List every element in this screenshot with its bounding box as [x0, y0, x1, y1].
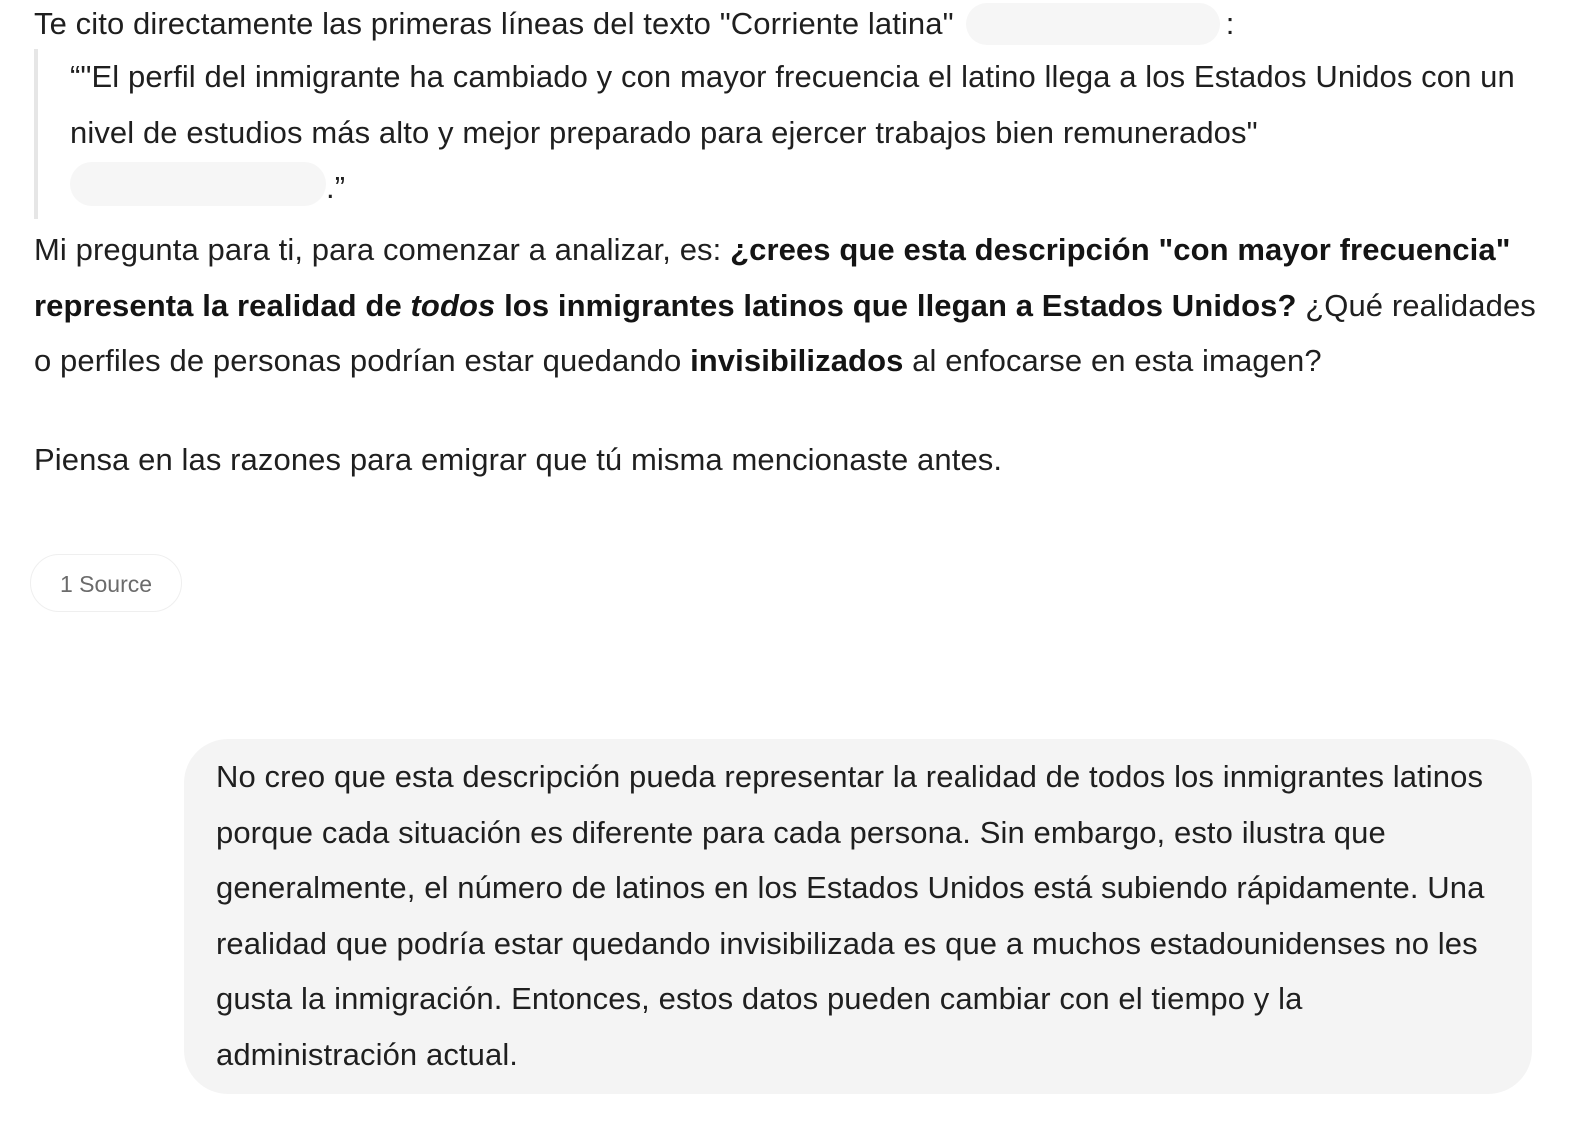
question-followup: ¿Qué realidades o perfiles de personas podrían estar quedando	[34, 287, 1536, 378]
question-emphasis: todos	[410, 287, 496, 323]
question-keyword: invisibilizados	[690, 343, 904, 378]
intro-text: Te cito directamente las primeras líneas del texto "Corriente latina"	[34, 6, 954, 41]
redacted-citation	[70, 162, 326, 206]
redacted-citation	[966, 3, 1220, 45]
user-message-text: No creo que esta descripción pueda representar la realidad de todos los inmigrantes latinos porque cada situación es diferente para cada persona. Sin embargo, esto ilustra que generalmente, el número de latinos en los Estados Unidos está subiendo rápidamente. Una realidad que podría estar quedando invisibilizada es que a muchos estadounidenses no les gusta la inmigración. Entonces, estos datos pueden cambiar con el tiempo y la administración actual.	[216, 759, 1485, 1072]
quote-text: “"El perfil del inmigrante ha cambiado y con mayor frecuencia el latino llega a los Estados Unidos con un nivel de estudios más alto y mejor preparado para ejercer trabajos bien remunerados"	[70, 59, 1515, 150]
question-followup-end: al enfocarse en esta imagen?	[903, 343, 1322, 378]
intro-colon: :	[1225, 6, 1235, 41]
assistant-message	[34, 0, 1544, 489]
question-paragraph	[34, 222, 1544, 389]
question-intro: Mi pregunta para ti, para comenzar a analizar, es:	[34, 232, 731, 267]
question-bold-text: ¿crees que esta descripción "con mayor frecuencia" representa la realidad de	[34, 232, 1511, 323]
sources-button[interactable]: 1 Source	[30, 554, 182, 612]
paragraph-spacer	[34, 389, 1544, 437]
question-bold-text-end: los inmigrantes latinos que llegan a Estados Unidos?	[495, 287, 1297, 323]
hint-text: Piensa en las razones para emigrar que tú misma mencionaste antes.	[34, 441, 1003, 477]
quoted-text	[34, 49, 1548, 219]
intro-line	[34, 0, 1544, 48]
quote-close: .”	[326, 170, 346, 205]
quote-end	[70, 160, 1548, 215]
user-message-bubble	[184, 739, 1532, 1094]
